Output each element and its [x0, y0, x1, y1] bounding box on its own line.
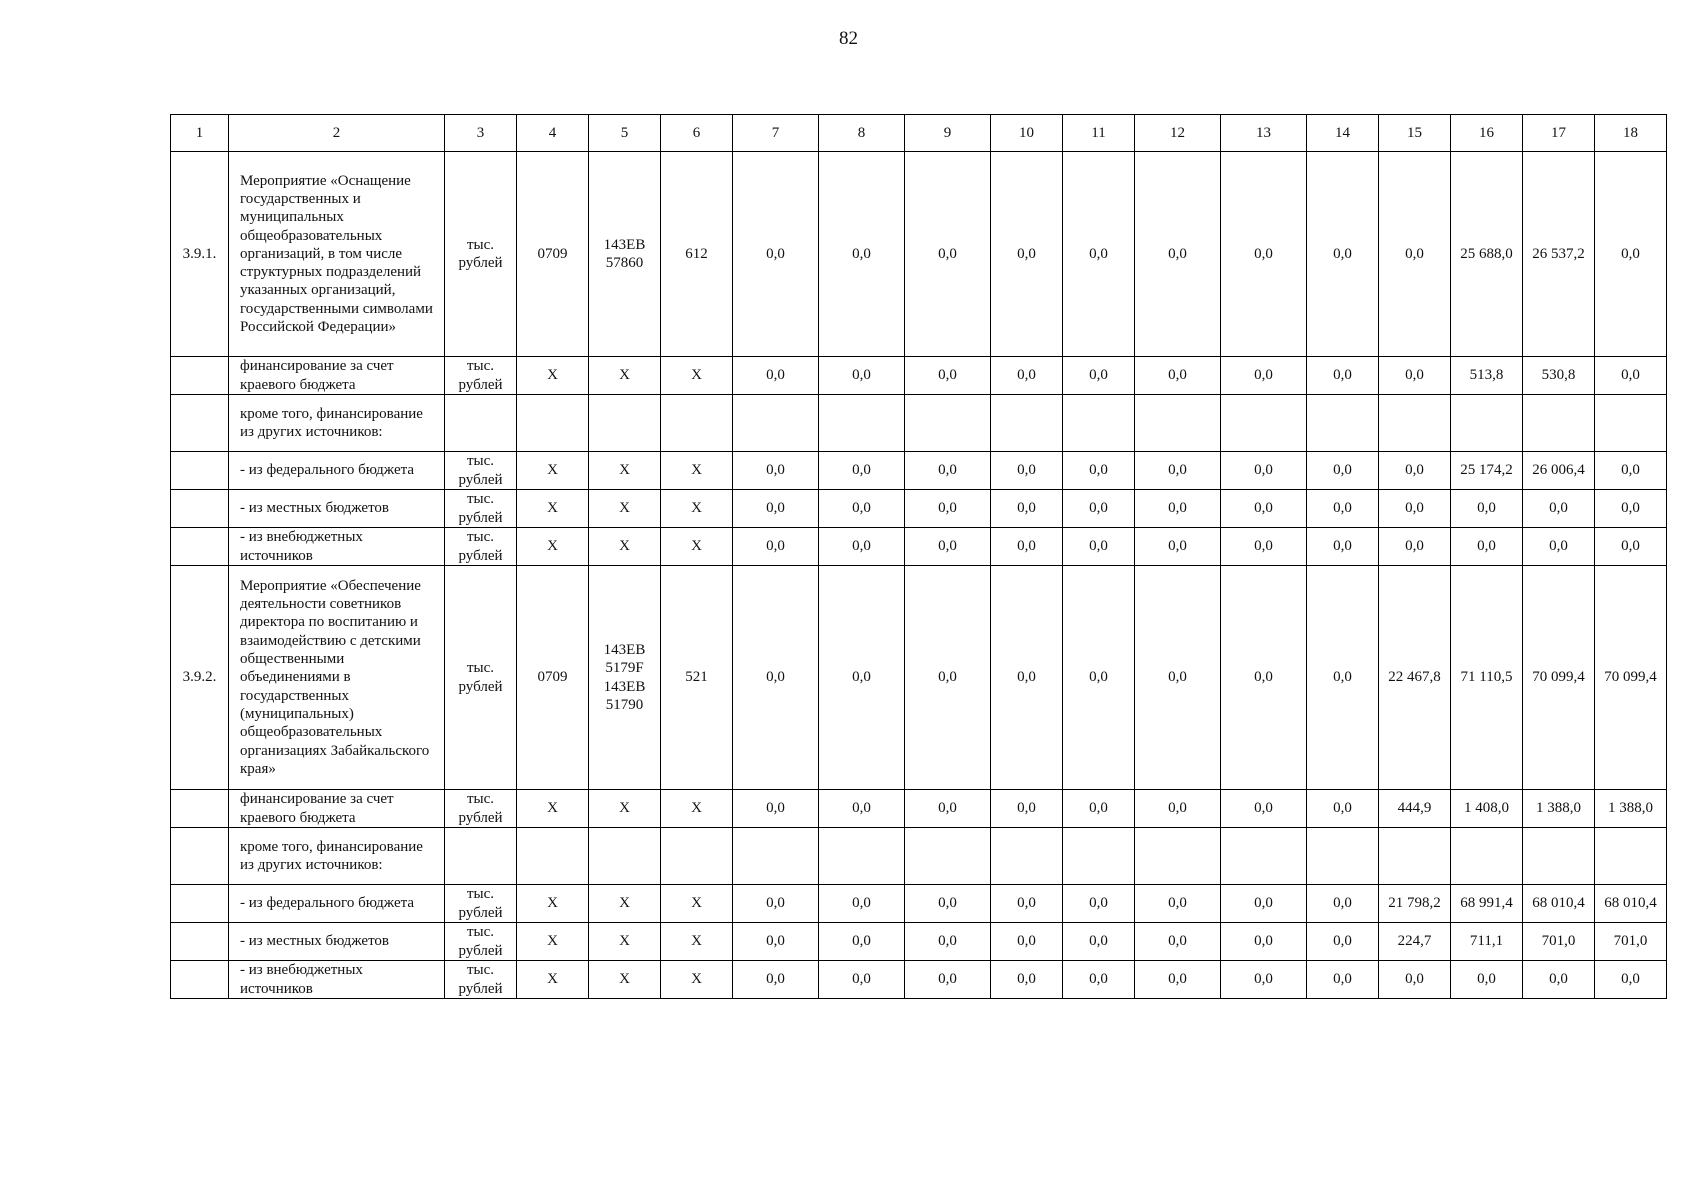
- row-number-cell: [171, 452, 229, 490]
- value-cell: Х: [589, 528, 661, 566]
- value-cell: 0,0: [1379, 152, 1451, 357]
- value-cell: 143EВ 57860: [589, 152, 661, 357]
- value-cell: 0,0: [1135, 490, 1221, 528]
- value-cell: 0,0: [1135, 152, 1221, 357]
- value-cell: 0,0: [1063, 961, 1135, 999]
- value-cell: 68 991,4: [1451, 885, 1523, 923]
- value-cell: 68 010,4: [1523, 885, 1595, 923]
- value-cell: 25 688,0: [1451, 152, 1523, 357]
- value-cell: 0,0: [1063, 528, 1135, 566]
- value-cell: 0,0: [1307, 152, 1379, 357]
- value-cell: 0,0: [905, 961, 991, 999]
- value-cell: 0,0: [1307, 357, 1379, 395]
- value-cell: 0,0: [991, 357, 1063, 395]
- value-cell: [1523, 828, 1595, 885]
- row-number-cell: [171, 528, 229, 566]
- value-cell: 21 798,2: [1379, 885, 1451, 923]
- value-cell: 0,0: [1135, 885, 1221, 923]
- value-cell: 0,0: [1063, 790, 1135, 828]
- value-cell: 0,0: [1379, 961, 1451, 999]
- row-number-cell: [171, 790, 229, 828]
- header-cell: 11: [1063, 115, 1135, 152]
- value-cell: 0,0: [1379, 490, 1451, 528]
- row-label-cell: кроме того, финансирование из других источников:: [229, 828, 445, 885]
- table-row: [171, 961, 1667, 999]
- value-cell: [1379, 395, 1451, 452]
- row-label-cell: - из внебюджетных источников: [229, 528, 445, 566]
- header-cell: 6: [661, 115, 733, 152]
- value-cell: 521: [661, 566, 733, 790]
- value-cell: 0,0: [1135, 790, 1221, 828]
- value-cell: Х: [661, 528, 733, 566]
- header-cell: 3: [445, 115, 517, 152]
- value-cell: 1 408,0: [1451, 790, 1523, 828]
- value-cell: 0,0: [1379, 357, 1451, 395]
- value-cell: тыс. рублей: [445, 490, 517, 528]
- value-cell: 0,0: [1063, 490, 1135, 528]
- value-cell: 0,0: [1595, 452, 1667, 490]
- value-cell: 0,0: [1135, 528, 1221, 566]
- value-cell: 0,0: [1221, 490, 1307, 528]
- value-cell: 0,0: [1135, 961, 1221, 999]
- header-cell: 17: [1523, 115, 1595, 152]
- row-number-cell: [171, 961, 229, 999]
- value-cell: 0,0: [1523, 961, 1595, 999]
- value-cell: 0,0: [1595, 152, 1667, 357]
- page-number: 82: [839, 28, 858, 49]
- value-cell: 0,0: [1595, 961, 1667, 999]
- value-cell: 0,0: [1063, 357, 1135, 395]
- value-cell: 0,0: [819, 357, 905, 395]
- value-cell: [1523, 395, 1595, 452]
- value-cell: 0,0: [1221, 961, 1307, 999]
- value-cell: 0,0: [1595, 490, 1667, 528]
- value-cell: 0,0: [1307, 885, 1379, 923]
- value-cell: 0,0: [991, 566, 1063, 790]
- value-cell: [1063, 395, 1135, 452]
- value-cell: 0,0: [819, 790, 905, 828]
- value-cell: 0,0: [1063, 152, 1135, 357]
- value-cell: [1307, 395, 1379, 452]
- value-cell: [517, 828, 589, 885]
- value-cell: 0,0: [819, 490, 905, 528]
- value-cell: 0,0: [1063, 566, 1135, 790]
- value-cell: [1595, 828, 1667, 885]
- row-label-cell: - из федерального бюджета: [229, 885, 445, 923]
- row-label-cell: финансирование за счет краевого бюджета: [229, 357, 445, 395]
- header-cell: 13: [1221, 115, 1307, 152]
- value-cell: 0,0: [1221, 152, 1307, 357]
- value-cell: 26 006,4: [1523, 452, 1595, 490]
- value-cell: Х: [517, 452, 589, 490]
- value-cell: Х: [589, 961, 661, 999]
- value-cell: 0,0: [905, 885, 991, 923]
- value-cell: [1135, 828, 1221, 885]
- value-cell: 513,8: [1451, 357, 1523, 395]
- table-row: [171, 452, 1667, 490]
- value-cell: 70 099,4: [1523, 566, 1595, 790]
- value-cell: [1451, 395, 1523, 452]
- value-cell: 0,0: [1063, 885, 1135, 923]
- value-cell: 701,0: [1595, 923, 1667, 961]
- value-cell: тыс. рублей: [445, 923, 517, 961]
- value-cell: Х: [517, 923, 589, 961]
- table-row: [171, 790, 1667, 828]
- value-cell: Х: [517, 790, 589, 828]
- value-cell: Х: [589, 790, 661, 828]
- header-cell: 9: [905, 115, 991, 152]
- table-row: [171, 923, 1667, 961]
- value-cell: Х: [661, 357, 733, 395]
- value-cell: [661, 828, 733, 885]
- value-cell: 68 010,4: [1595, 885, 1667, 923]
- table-body: [171, 115, 1667, 999]
- value-cell: [1451, 828, 1523, 885]
- value-cell: 22 467,8: [1379, 566, 1451, 790]
- value-cell: [445, 828, 517, 885]
- value-cell: 0,0: [991, 790, 1063, 828]
- value-cell: 26 537,2: [1523, 152, 1595, 357]
- table-row: [171, 357, 1667, 395]
- value-cell: 143EВ 5179F 143EВ 51790: [589, 566, 661, 790]
- value-cell: 0,0: [1379, 528, 1451, 566]
- value-cell: 0,0: [819, 885, 905, 923]
- value-cell: тыс. рублей: [445, 885, 517, 923]
- value-cell: 444,9: [1379, 790, 1451, 828]
- value-cell: 224,7: [1379, 923, 1451, 961]
- row-number-cell: [171, 885, 229, 923]
- table-row: [171, 152, 1667, 357]
- value-cell: 0,0: [1595, 357, 1667, 395]
- value-cell: 701,0: [1523, 923, 1595, 961]
- row-number-cell: [171, 923, 229, 961]
- value-cell: [1307, 828, 1379, 885]
- value-cell: 0,0: [733, 528, 819, 566]
- value-cell: 0709: [517, 566, 589, 790]
- value-cell: Х: [589, 357, 661, 395]
- header-cell: 5: [589, 115, 661, 152]
- value-cell: Х: [589, 923, 661, 961]
- value-cell: Х: [661, 790, 733, 828]
- value-cell: 0,0: [819, 152, 905, 357]
- value-cell: Х: [517, 357, 589, 395]
- value-cell: 0,0: [733, 566, 819, 790]
- row-number-cell: [171, 828, 229, 885]
- row-number-cell: 3.9.1.: [171, 152, 229, 357]
- value-cell: 25 174,2: [1451, 452, 1523, 490]
- value-cell: Х: [517, 490, 589, 528]
- header-cell: 7: [733, 115, 819, 152]
- value-cell: 71 110,5: [1451, 566, 1523, 790]
- value-cell: 0,0: [733, 885, 819, 923]
- value-cell: Х: [517, 885, 589, 923]
- table-row: [171, 490, 1667, 528]
- value-cell: 0,0: [819, 923, 905, 961]
- value-cell: [1063, 828, 1135, 885]
- value-cell: 0,0: [905, 923, 991, 961]
- budget-table: [170, 114, 1667, 999]
- header-cell: 12: [1135, 115, 1221, 152]
- value-cell: 1 388,0: [1595, 790, 1667, 828]
- value-cell: 0,0: [905, 790, 991, 828]
- row-number-cell: [171, 490, 229, 528]
- value-cell: 0,0: [733, 490, 819, 528]
- value-cell: 0,0: [1221, 790, 1307, 828]
- value-cell: [517, 395, 589, 452]
- header-cell: 18: [1595, 115, 1667, 152]
- value-cell: 0,0: [733, 452, 819, 490]
- value-cell: 0,0: [1451, 961, 1523, 999]
- row-label-cell: - из местных бюджетов: [229, 490, 445, 528]
- value-cell: тыс. рублей: [445, 452, 517, 490]
- header-cell: 4: [517, 115, 589, 152]
- value-cell: 0,0: [1221, 452, 1307, 490]
- value-cell: Х: [517, 961, 589, 999]
- value-cell: 0,0: [1307, 566, 1379, 790]
- value-cell: 0,0: [991, 923, 1063, 961]
- value-cell: 0,0: [1451, 490, 1523, 528]
- value-cell: 0,0: [1379, 452, 1451, 490]
- value-cell: 0,0: [905, 357, 991, 395]
- value-cell: [905, 828, 991, 885]
- value-cell: тыс. рублей: [445, 528, 517, 566]
- value-cell: [1135, 395, 1221, 452]
- header-cell: 14: [1307, 115, 1379, 152]
- value-cell: 0,0: [1135, 357, 1221, 395]
- value-cell: 0,0: [991, 490, 1063, 528]
- value-cell: [819, 828, 905, 885]
- value-cell: 0,0: [991, 152, 1063, 357]
- value-cell: [1221, 828, 1307, 885]
- value-cell: 0,0: [819, 528, 905, 566]
- value-cell: [445, 395, 517, 452]
- value-cell: 0,0: [905, 152, 991, 357]
- value-cell: Х: [661, 490, 733, 528]
- value-cell: 0,0: [1135, 566, 1221, 790]
- row-number-cell: [171, 395, 229, 452]
- value-cell: [991, 828, 1063, 885]
- value-cell: 0,0: [1523, 528, 1595, 566]
- value-cell: тыс. рублей: [445, 790, 517, 828]
- value-cell: [733, 395, 819, 452]
- value-cell: 0,0: [733, 357, 819, 395]
- header-row: [171, 115, 1667, 152]
- value-cell: 0,0: [905, 528, 991, 566]
- value-cell: 0,0: [1221, 357, 1307, 395]
- value-cell: 0,0: [1595, 528, 1667, 566]
- value-cell: 0,0: [1451, 528, 1523, 566]
- value-cell: 0,0: [1221, 885, 1307, 923]
- value-cell: 0,0: [819, 452, 905, 490]
- row-label-cell: - из федерального бюджета: [229, 452, 445, 490]
- value-cell: 0,0: [905, 566, 991, 790]
- table-row: [171, 395, 1667, 452]
- value-cell: 0,0: [1307, 490, 1379, 528]
- value-cell: Х: [661, 452, 733, 490]
- value-cell: [589, 828, 661, 885]
- value-cell: Х: [661, 923, 733, 961]
- header-cell: 1: [171, 115, 229, 152]
- value-cell: 0,0: [1307, 528, 1379, 566]
- value-cell: 0,0: [1135, 452, 1221, 490]
- value-cell: Х: [661, 961, 733, 999]
- row-number-cell: [171, 357, 229, 395]
- header-cell: 2: [229, 115, 445, 152]
- value-cell: Х: [589, 490, 661, 528]
- value-cell: [991, 395, 1063, 452]
- value-cell: 0,0: [733, 790, 819, 828]
- value-cell: 0,0: [819, 961, 905, 999]
- value-cell: 530,8: [1523, 357, 1595, 395]
- value-cell: 0,0: [991, 885, 1063, 923]
- value-cell: 0,0: [1523, 490, 1595, 528]
- value-cell: 0,0: [1221, 566, 1307, 790]
- value-cell: 0,0: [1307, 452, 1379, 490]
- row-label-cell: финансирование за счет краевого бюджета: [229, 790, 445, 828]
- value-cell: 0,0: [1307, 961, 1379, 999]
- row-label-cell: - из внебюджетных источников: [229, 961, 445, 999]
- header-cell: 10: [991, 115, 1063, 152]
- value-cell: 0,0: [1221, 923, 1307, 961]
- value-cell: Х: [661, 885, 733, 923]
- value-cell: [733, 828, 819, 885]
- row-label-cell: - из местных бюджетов: [229, 923, 445, 961]
- table-row: [171, 528, 1667, 566]
- value-cell: [661, 395, 733, 452]
- value-cell: 70 099,4: [1595, 566, 1667, 790]
- header-cell: 15: [1379, 115, 1451, 152]
- row-label-cell: кроме того, финансирование из других источников:: [229, 395, 445, 452]
- value-cell: [589, 395, 661, 452]
- value-cell: [1221, 395, 1307, 452]
- value-cell: [819, 395, 905, 452]
- value-cell: [1379, 828, 1451, 885]
- row-number-cell: 3.9.2.: [171, 566, 229, 790]
- value-cell: 0,0: [991, 528, 1063, 566]
- value-cell: 0,0: [733, 961, 819, 999]
- value-cell: 0709: [517, 152, 589, 357]
- value-cell: 0,0: [733, 152, 819, 357]
- row-label-cell: Мероприятие «Обеспечение деятельности советников директора по воспитанию и взаимодействию с детскими общественными объединениями в государственных (муниципальных) общеобразовательных организациях Забайкальского края»: [229, 566, 445, 790]
- value-cell: 0,0: [1063, 923, 1135, 961]
- value-cell: [1595, 395, 1667, 452]
- value-cell: 711,1: [1451, 923, 1523, 961]
- value-cell: 0,0: [991, 452, 1063, 490]
- table-row: [171, 885, 1667, 923]
- value-cell: тыс. рублей: [445, 357, 517, 395]
- value-cell: 0,0: [905, 490, 991, 528]
- row-label-cell: Мероприятие «Оснащение государственных и муниципальных общеобразовательных организаций, в том числе структурных подразделений указанных организаций, государственными символами Российской Федерации»: [229, 152, 445, 357]
- value-cell: 0,0: [733, 923, 819, 961]
- value-cell: 1 388,0: [1523, 790, 1595, 828]
- table-row: [171, 828, 1667, 885]
- header-cell: 16: [1451, 115, 1523, 152]
- value-cell: 612: [661, 152, 733, 357]
- value-cell: 0,0: [1307, 923, 1379, 961]
- table-row: [171, 566, 1667, 790]
- value-cell: 0,0: [819, 566, 905, 790]
- value-cell: Х: [589, 452, 661, 490]
- value-cell: Х: [589, 885, 661, 923]
- value-cell: 0,0: [905, 452, 991, 490]
- value-cell: 0,0: [1063, 452, 1135, 490]
- value-cell: тыс. рублей: [445, 152, 517, 357]
- value-cell: 0,0: [991, 961, 1063, 999]
- value-cell: 0,0: [1307, 790, 1379, 828]
- value-cell: 0,0: [1135, 923, 1221, 961]
- value-cell: [905, 395, 991, 452]
- header-cell: 8: [819, 115, 905, 152]
- value-cell: тыс. рублей: [445, 566, 517, 790]
- value-cell: Х: [517, 528, 589, 566]
- value-cell: 0,0: [1221, 528, 1307, 566]
- value-cell: тыс. рублей: [445, 961, 517, 999]
